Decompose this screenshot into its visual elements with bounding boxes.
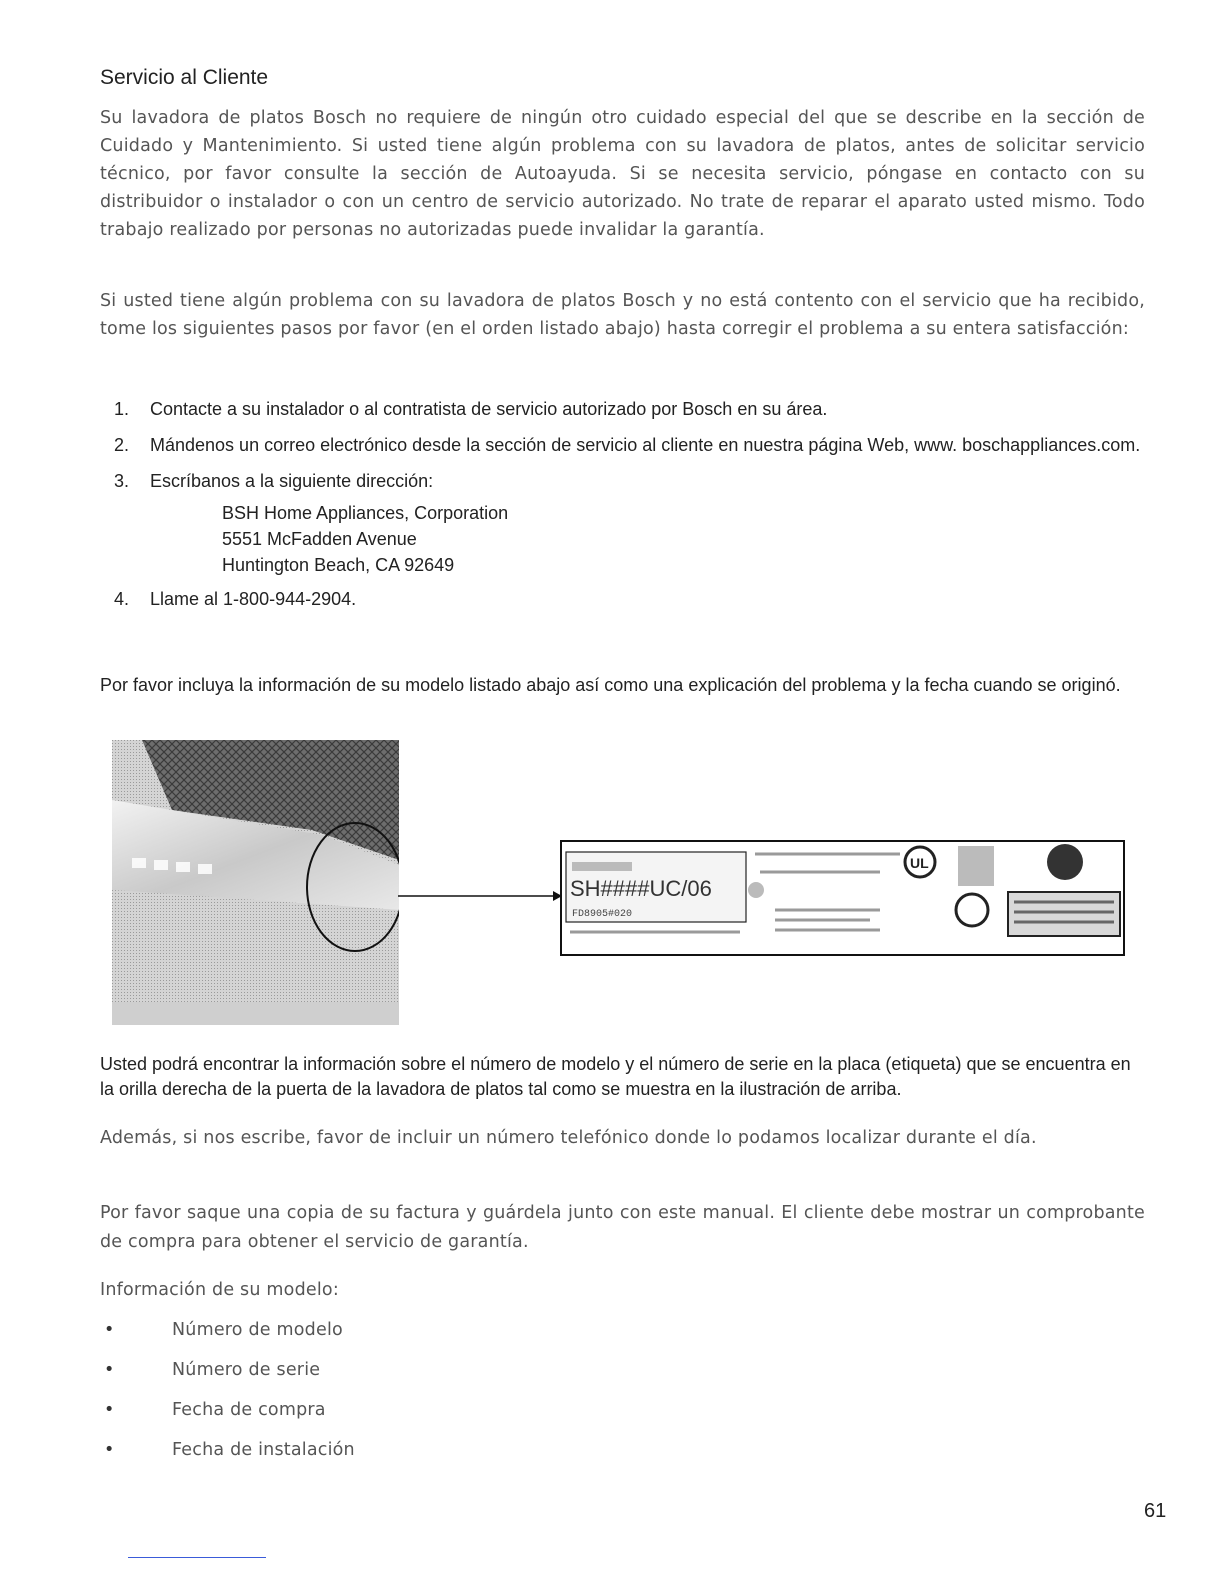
step-item bbox=[100, 396, 1145, 422]
step-number: 1. bbox=[114, 399, 130, 419]
footer-rule bbox=[128, 1557, 266, 1558]
list-item-text: Fecha de instalación bbox=[172, 1440, 355, 1460]
model-info-heading: Información de su modelo: bbox=[100, 1280, 339, 1300]
list-item bbox=[100, 1432, 800, 1472]
intro-paragraph-1: Su lavadora de platos Bosch no requiere de ningún otro cuidado especial del que se describe en la sección de Cuidado y Mantenimiento. Si usted tiene algún problema con su lavadora de platos, antes de solicitar servicio técnico, por favor consulte la sección de Autoayuda. Si se necesita servicio, póngase en contacto con su distribuidor o instalador o con un centro de servicio autorizado. No trate de reparar el aparato usted mismo. Todo trabajo realizado por personas no autorizadas puede invalidar la garantía. bbox=[100, 108, 1145, 240]
label-location-paragraph: Usted podrá encontrar la información sobre el número de modelo y el número de serie en la placa (etiqueta) que se encuentra en la orilla derecha de la puerta de la lavadora de platos tal como se muestra en la ilustración de arriba. bbox=[100, 1054, 1131, 1099]
list-item bbox=[100, 1352, 800, 1392]
photo-bottom-strip bbox=[112, 1002, 399, 1025]
step-text: Escríbanos a la siguiente dirección: bbox=[150, 471, 434, 491]
warning-notice-box bbox=[1008, 892, 1120, 936]
model-info-request: Por favor incluya la información de su modelo listado abajo así como una explicación del problema y la fecha cuando se originó. bbox=[100, 675, 1121, 695]
list-item bbox=[100, 1392, 800, 1432]
step-text: Contacte a su instalador o al contratista de servicio autorizado por Bosch en su área. bbox=[150, 399, 828, 419]
label-model-number: SH####UC/06 bbox=[570, 876, 712, 901]
label-serial-number: FD8905#020 bbox=[572, 909, 633, 920]
label-fine-print bbox=[572, 862, 632, 871]
address-line: 5551 McFadden Avenue bbox=[222, 529, 417, 549]
intro-paragraph-2: Si usted tiene algún problema con su lavadora de platos Bosch y no está contento con el servicio que ha recibido, tome los siguientes pasos por favor (en el orden listado abajo) hasta corregir el problema a su entera satisfacción: bbox=[100, 291, 1145, 339]
bullet-symbol: • bbox=[104, 1440, 115, 1460]
rating-label-illustration bbox=[560, 840, 1125, 956]
address-line: BSH Home Appliances, Corporation bbox=[222, 503, 509, 523]
step-number: 2. bbox=[114, 435, 130, 455]
address-line: Huntington Beach, CA 92649 bbox=[222, 555, 455, 575]
mailing-address bbox=[150, 500, 1145, 578]
bullet-symbol: • bbox=[104, 1320, 115, 1340]
section-heading: Servicio al Cliente bbox=[100, 66, 269, 89]
phone-paragraph: Además, si nos escribe, favor de incluir un número telefónico donde lo podamos localizar durante el día. bbox=[100, 1128, 1037, 1148]
step-item bbox=[100, 468, 1145, 578]
service-steps-list bbox=[100, 396, 1145, 612]
model-info-list bbox=[100, 1312, 800, 1472]
list-item bbox=[100, 1312, 800, 1352]
list-item-text: Fecha de compra bbox=[172, 1400, 326, 1420]
step-number: 3. bbox=[114, 471, 130, 491]
list-item-text: Número de serie bbox=[172, 1360, 321, 1380]
step-text: Mándenos un correo electrónico desde la sección de servicio al cliente en nuestra página Web, www. boschappliances.com. bbox=[150, 435, 1141, 455]
step-item bbox=[100, 432, 1145, 458]
energy-star-icon bbox=[958, 846, 994, 886]
etl-certification-icon bbox=[956, 894, 988, 926]
step-text: Llame al 1-800-944-2904. bbox=[150, 589, 357, 609]
step-item bbox=[100, 586, 1145, 612]
label-small-symbol bbox=[748, 882, 764, 898]
ul-mark-glyph: UL bbox=[910, 855, 929, 871]
dishwasher-photo bbox=[112, 740, 399, 1025]
step-number: 4. bbox=[114, 589, 130, 609]
page-number: 61 bbox=[1144, 1500, 1167, 1522]
list-item-text: Número de modelo bbox=[172, 1320, 343, 1340]
receipt-paragraph: Por favor saque una copia de su factura y guárdela junto con este manual. El cliente debe mostrar un comprobante de compra para obtener el servicio de garantía. bbox=[100, 1203, 1145, 1252]
csa-certification-icon bbox=[1047, 844, 1083, 880]
pointer-arrow bbox=[398, 880, 563, 920]
bullet-symbol: • bbox=[104, 1400, 115, 1420]
bullet-symbol: • bbox=[104, 1360, 115, 1380]
